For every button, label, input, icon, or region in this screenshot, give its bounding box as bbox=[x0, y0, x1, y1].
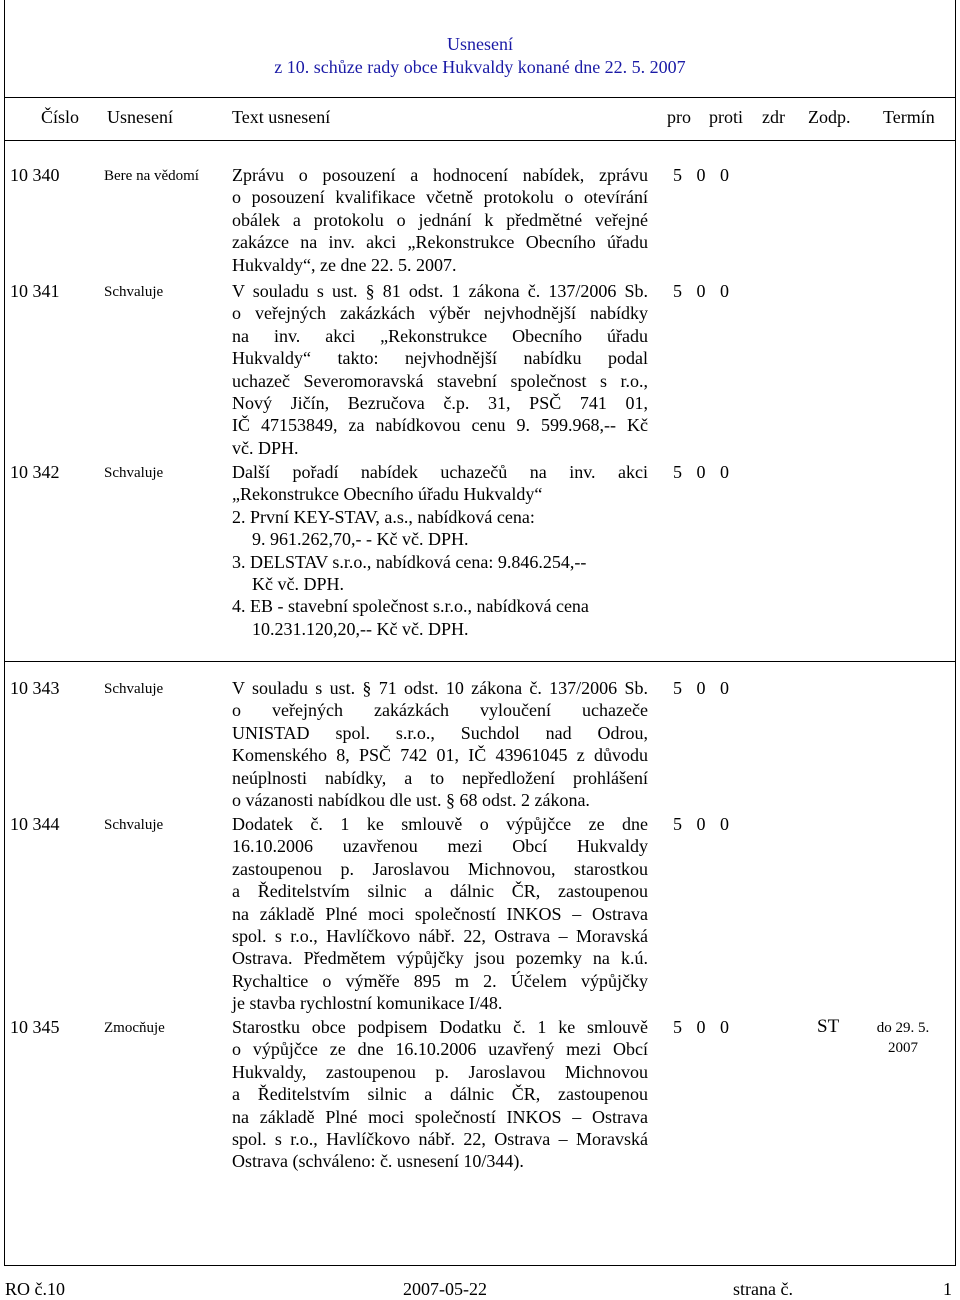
column-header-termin: Termín bbox=[883, 107, 935, 127]
column-header-cislo: Číslo bbox=[41, 107, 80, 127]
resolution-text bbox=[232, 813, 648, 1015]
column-header-usneseni: Usnesení bbox=[107, 107, 173, 127]
resolution-text-line: a Ředitelstvím silnic a dálnic ČR, zastoupenou bbox=[232, 881, 648, 902]
resolution-text-line: zastoupenou p. Jaroslavou Michnovou, starostkou bbox=[232, 858, 648, 879]
resolution-text-line: Nový Jičín, Bezručova č.p. 31, PSČ 741 01, bbox=[232, 393, 648, 414]
resolution-text-line: Starostku obce podpisem Dodatku č. 1 ke smlouvě bbox=[232, 1017, 648, 1037]
resolution-text-line: neúplnosti nabídky, a to nepředložení prohlášení bbox=[232, 767, 648, 788]
resolution-text-line: o vázanosti nabídkou dle ust. § 68 odst. 2 zákona. bbox=[232, 790, 590, 811]
resolution-votes: 5 0 0 bbox=[673, 1017, 729, 1037]
resolution-type: Zmocňuje bbox=[104, 1020, 165, 1036]
footer-page-number: 1 bbox=[943, 1279, 952, 1299]
resolution-text-line: Komenského 8, PSČ 742 01, IČ 43961045 z důvodu bbox=[232, 745, 648, 766]
column-header-pro: pro bbox=[667, 107, 691, 127]
resolution-text-line: Ostrava (schváleno: č. usnesení 10/344). bbox=[232, 1151, 524, 1172]
resolution-number: 10 345 bbox=[10, 1017, 60, 1037]
resolution-type: Schvaluje bbox=[104, 284, 164, 300]
resolution-number: 10 343 bbox=[10, 678, 60, 698]
deadline-line-2: 2007 bbox=[888, 1040, 918, 1056]
resolution-text-line: Rychaltice o výměře 895 m 2. Účelem výpůjčky bbox=[232, 970, 648, 991]
resolution-text-line: Kč vč. DPH. bbox=[252, 574, 344, 595]
resolution-text-line: o veřejných zakázkách výběr nejvhodnější nabídky bbox=[232, 303, 648, 324]
resolution-text-line: vč. DPH. bbox=[232, 437, 299, 458]
resolution-text bbox=[232, 280, 648, 459]
resolution-text-line: 9. 961.262,70,- - Kč vč. DPH. bbox=[252, 529, 469, 550]
resolution-text-line: IČ 47153849, za nabídkovou cenu 9. 599.968,-- Kč bbox=[232, 415, 648, 436]
footer-meeting: RO č.10 bbox=[5, 1279, 65, 1299]
resolution-text-line: 4. EB - stavební společnost s.r.o., nabídková cena bbox=[232, 596, 589, 617]
section-divider bbox=[4, 661, 956, 662]
document-title: Usnesení bbox=[447, 34, 513, 54]
deadline-line-1: do 29. 5. bbox=[876, 1020, 930, 1036]
resolution-text-line: Dodatek č. 1 ke smlouvě o výpůjčce ze dne bbox=[232, 814, 648, 834]
resolution-text-line: 16.10.2006 uzavřenou mezi Obcí Hukvaldy bbox=[232, 836, 648, 857]
resolution-responsible: ST bbox=[817, 1016, 840, 1037]
column-header-text: Text usnesení bbox=[232, 107, 331, 127]
resolution-text-line: Hukvaldy, zastoupenou p. Jaroslavou Michnovou bbox=[232, 1061, 648, 1082]
resolution-number: 10 341 bbox=[10, 281, 60, 301]
footer-page-label: strana č. bbox=[733, 1279, 793, 1299]
resolution-text-line: na základě Plné moci společností INKOS – Ostrava bbox=[232, 1106, 648, 1127]
resolution-text bbox=[232, 1016, 648, 1173]
resolution-text-line: na inv. akci „Rekonstrukce Obecního úřadu bbox=[232, 325, 648, 346]
resolution-text-line: V souladu s ust. § 71 odst. 10 zákona č. 137/2006 Sb. bbox=[232, 678, 648, 698]
resolution-number: 10 344 bbox=[10, 814, 60, 834]
resolution-text-line: Ostrava. Předmětem výpůjčky jsou pozemky na k.ú. bbox=[232, 948, 648, 969]
title-divider bbox=[4, 97, 956, 98]
resolution-text-line: je stavba rychlostní komunikace I/48. bbox=[232, 993, 503, 1014]
resolution-type: Schvaluje bbox=[104, 817, 164, 833]
resolution-text-line: o posouzení kvalifikace včetně protokolu o otevírání bbox=[232, 187, 648, 208]
resolution-number: 10 340 bbox=[10, 165, 60, 185]
resolution-text-line: V souladu s ust. § 81 odst. 1 zákona č. 137/2006 Sb. bbox=[232, 281, 648, 301]
resolution-text-line: 10.231.120,20,-- Kč vč. DPH. bbox=[252, 618, 469, 639]
resolution-type: Schvaluje bbox=[104, 465, 164, 481]
resolution-text bbox=[232, 164, 648, 276]
resolution-deadline bbox=[868, 1018, 938, 1058]
column-header-zodp: Zodp. bbox=[808, 107, 851, 127]
resolution-text-line: Hukvaldy“, ze dne 22. 5. 2007. bbox=[232, 254, 457, 275]
resolution-text-line: 3. DELSTAV s.r.o., nabídková cena: 9.846.254,-- bbox=[232, 551, 587, 572]
document-subtitle: z 10. schůze rady obce Hukvaldy konané dne 22. 5. 2007 bbox=[274, 57, 686, 77]
header-divider bbox=[4, 140, 956, 141]
resolution-text-line: 2. První KEY-STAV, a.s., nabídková cena: bbox=[232, 506, 535, 527]
resolution-text-line: o veřejných zakázkách vyloučení uchazeče bbox=[232, 700, 648, 721]
resolution-text-line: Další pořadí nabídek uchazečů na inv. akci bbox=[232, 462, 648, 482]
resolution-type: Schvaluje bbox=[104, 681, 164, 697]
resolution-text-line: UNISTAD spol. s.r.o., Suchdol nad Odrou, bbox=[232, 722, 648, 743]
resolution-votes: 5 0 0 bbox=[673, 165, 729, 185]
resolution-text-line: spol. s r.o., Havlíčkovo nábř. 22, Ostrava – Moravská bbox=[232, 926, 648, 947]
resolution-text-line: na základě Plné moci společností INKOS – Ostrava bbox=[232, 903, 648, 924]
resolution-votes: 5 0 0 bbox=[673, 281, 729, 301]
column-header-proti: proti bbox=[709, 107, 743, 127]
resolution-text-line: a Ředitelstvím silnic a dálnic ČR, zastoupenou bbox=[232, 1084, 648, 1105]
resolution-text bbox=[232, 461, 648, 640]
resolution-text bbox=[232, 677, 648, 811]
resolution-votes: 5 0 0 bbox=[673, 678, 729, 698]
resolution-text-line: „Rekonstrukce Obecního úřadu Hukvaldy“ bbox=[232, 484, 543, 505]
resolution-text-line: obálek a protokolu o jednání k předmětné veřejné bbox=[232, 209, 648, 230]
resolution-votes: 5 0 0 bbox=[673, 814, 729, 834]
resolution-number: 10 342 bbox=[10, 462, 60, 482]
resolution-type: Bere na vědomí bbox=[104, 168, 199, 184]
footer-date: 2007-05-22 bbox=[403, 1279, 487, 1299]
column-header-zdr: zdr bbox=[762, 107, 785, 127]
resolution-text-line: Hukvaldy“ takto: nejvhodnější nabídku podal bbox=[232, 348, 648, 369]
resolution-text-line: zakázce na inv. akci „Rekonstrukce Obecního úřadu bbox=[232, 232, 648, 253]
resolution-text-line: uchazeč Severomoravská stavební společnost s r.o., bbox=[232, 370, 648, 391]
resolution-votes: 5 0 0 bbox=[673, 462, 729, 482]
resolution-text-line: o výpůjčce ze dne 16.10.2006 uzavřený mezi Obcí bbox=[232, 1039, 648, 1060]
resolution-text-line: spol. s r.o., Havlíčkovo nábř. 22, Ostrava – Moravská bbox=[232, 1129, 648, 1150]
resolution-text-line: Zprávu o posouzení a hodnocení nabídek, zprávu bbox=[232, 165, 648, 185]
